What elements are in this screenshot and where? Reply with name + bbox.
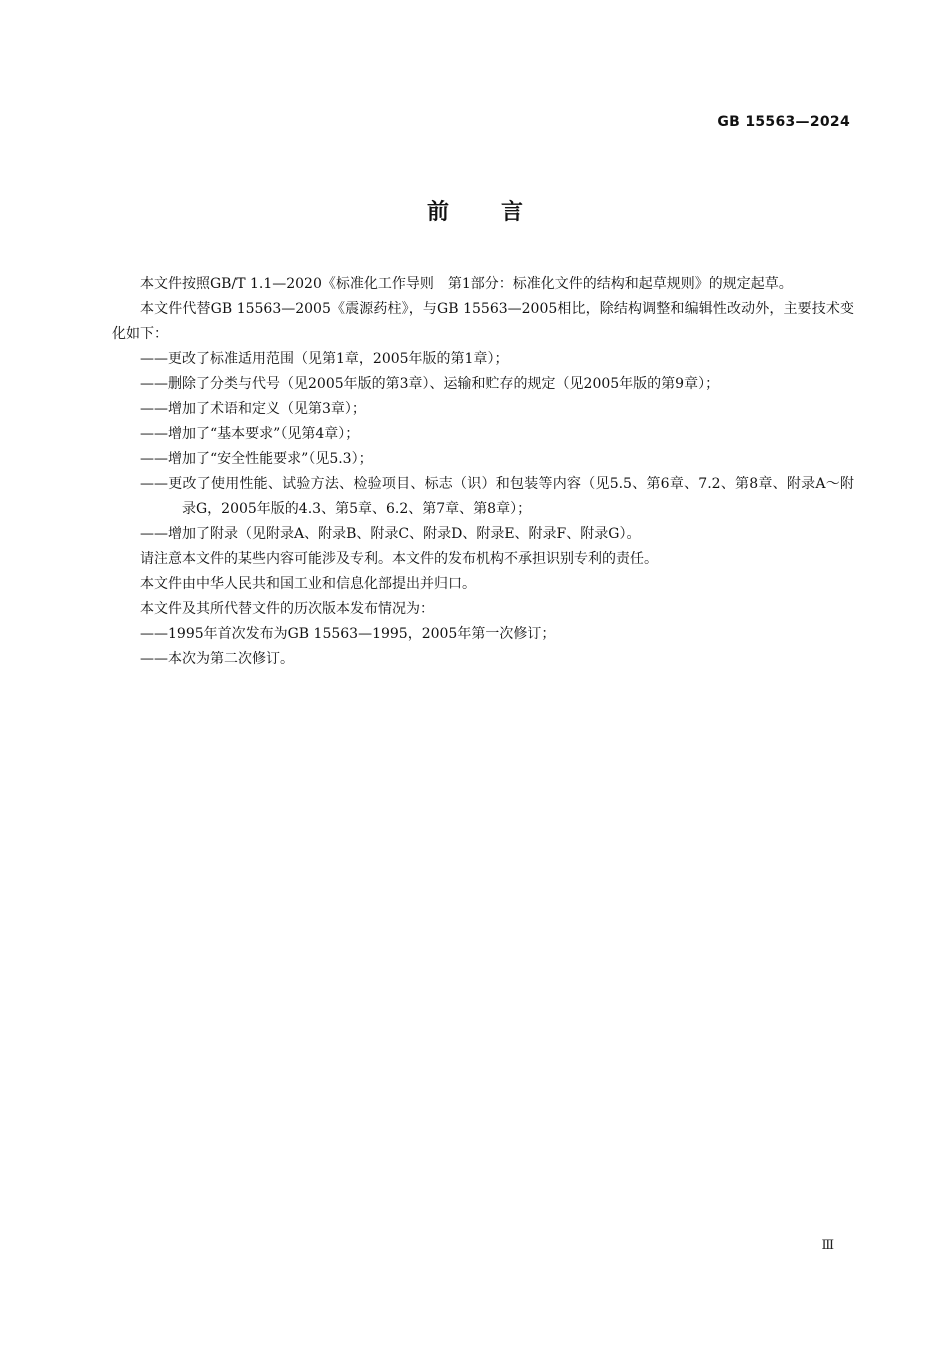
- change-item: ——增加了术语和定义（见第3章）；: [140, 401, 366, 417]
- change-item: ——更改了标准适用范围（见第1章，2005年版的第1章）；: [140, 351, 509, 367]
- history-item: ——1995年首次发布为GB 15563—1995，2005年第一次修订；: [140, 626, 556, 642]
- patent-notice: 请注意本文件的某些内容可能涉及专利。本文件的发布机构不承担识别专利的责任。: [140, 551, 658, 567]
- change-item: ——增加了“安全性能要求”（见5.3）；: [140, 451, 373, 467]
- paragraph-replacement: 本文件代替GB 15563—2005《震源药柱》，与GB 15563—2005相比，除结构调整和编辑性改动外，主要技术变化如下：: [112, 301, 854, 342]
- proposer-statement: 本文件由中华人民共和国工业和信息化部提出并归口。: [140, 576, 476, 592]
- version-history-intro: 本文件及其所代替文件的历次版本发布情况为：: [140, 601, 434, 617]
- change-item: ——增加了“基本要求”（见第4章）；: [140, 426, 360, 442]
- paragraph-drafting-rules: 本文件按照GB/T 1.1—2020《标准化工作导则 第1部分：标准化文件的结构和起草规则》的规定起草。: [140, 276, 793, 292]
- standard-code: GB 15563—2024: [717, 114, 850, 130]
- history-item: ——本次为第二次修订。: [140, 651, 294, 667]
- page-title: 前言: [426, 200, 575, 225]
- page-number: Ⅲ: [821, 1238, 834, 1253]
- foreword-body: [112, 272, 854, 672]
- change-item: ——更改了使用性能、试验方法、检验项目、标志（识）和包装等内容（见5.5、第6章、7.2、第8章、附录A～附录G，2005年版的4.3、第5章、6.2、第7章、第8章）；: [140, 476, 854, 517]
- change-item: ——增加了附录（见附录A、附录B、附录C、附录D、附录E、附录F、附录G）。: [140, 526, 641, 542]
- change-item: ——删除了分类与代号（见2005年版的第3章）、运输和贮存的规定（见2005年版的第9章）；: [140, 376, 720, 392]
